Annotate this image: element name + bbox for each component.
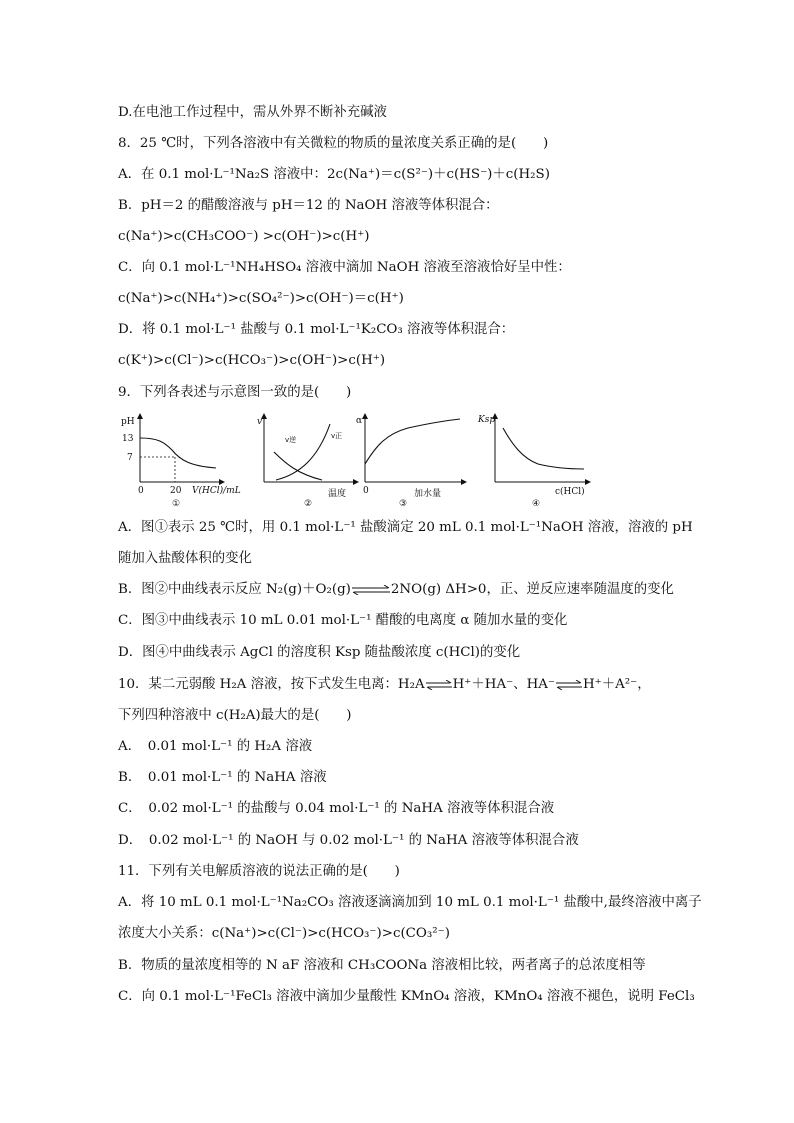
equilibrium-arrow-icon: [351, 585, 391, 595]
fig2-label-reverse: v逆: [285, 436, 297, 444]
fig1-tick-13: 13: [122, 434, 134, 444]
fig4-xlabel: c(HCl): [555, 487, 585, 497]
option-d-prev-question: D.在电池工作过程中，需从外界不断补充碱液: [118, 105, 387, 120]
fig4-ylabel: Ksp: [478, 415, 496, 425]
q8-option-a: A．在 0.1 mol·L⁻¹Na₂S 溶液中：2c(Na⁺)＝c(S²⁻)＋c(HS⁻)＋c(H₂S): [118, 167, 550, 182]
q8-option-b-relation: c(Na⁺)>c(CH₃COO⁻) >c(OH⁻)>c(H⁺): [118, 229, 370, 244]
q11-option-c: C．向 0.1 mol·L⁻¹FeCl₃ 溶液中滴加少量酸性 KMnO₄ 溶液，KMnO₄ 溶液不褪色，说明 FeCl₃: [118, 989, 695, 1004]
q9b-text-pre: B．图②中曲线表示反应 N₂(g)＋O₂(g): [118, 582, 351, 597]
fig3-ylabel: α: [356, 416, 363, 426]
q10-text-post: H⁺＋A²⁻，: [582, 677, 651, 692]
fig3-xlabel: 加水量: [414, 489, 442, 499]
q9-option-a: A．图①表示 25 ℃时，用 0.1 mol·L⁻¹ 盐酸滴定 20 mL 0.1 mol·L⁻¹NaOH 溶液，溶液的 pH: [118, 520, 693, 535]
fig3-tick-0: 0: [363, 486, 369, 496]
question-11: 11．下列有关电解质溶液的说法正确的是( ): [118, 864, 400, 879]
q9-option-d: D．图④中曲线表示 AgCl 的溶度积 Ksp 随盐酸浓度 c(HCl)的变化: [118, 645, 521, 660]
q9b-text-post: 2NO(g) ΔH>0，正、逆反应速率随温度的变化: [390, 582, 674, 597]
figure-4-ksp-vs-hcl: [477, 415, 588, 509]
fig2-curve-forward: [276, 424, 330, 480]
question-10-cont: 下列四种溶液中 c(H₂A)最大的是( ): [118, 708, 352, 723]
q10-text-mid: H⁺＋HA⁻、HA⁻: [452, 677, 555, 692]
question-8: 8．25 ℃时，下列各溶液中有关微粒的物质的量浓度关系正确的是( ): [118, 136, 549, 151]
equilibrium-arrow-icon: [555, 680, 583, 690]
q9-option-b: [118, 581, 674, 599]
fig1-curve: [140, 438, 216, 468]
fig2-ylabel: v: [257, 417, 263, 427]
fig1-tick-20: 20: [170, 486, 182, 496]
q8-option-b: B．pH＝2 的醋酸溶液与 pH＝12 的 NaOH 溶液等体积混合：: [118, 198, 499, 213]
fig4-number: ④: [532, 499, 541, 509]
fig2-xlabel: 温度: [328, 489, 347, 499]
schematic-figures: [118, 408, 598, 512]
q10-text-pre: 10．某二元弱酸 H₂A 溶液，按下式发生电离：H₂A: [118, 677, 425, 692]
fig3-number: ③: [399, 499, 408, 509]
figure-3-ionization-vs-water: [356, 416, 464, 509]
q11-option-a: A．将 10 mL 0.1 mol·L⁻¹Na₂CO₃ 溶液逐滴滴加到 10 mL 0.1 mol·L⁻¹ 盐酸中,最终溶液中离子: [118, 895, 702, 910]
fig2-label-forward: v正: [331, 432, 343, 440]
q10-option-d: D． 0.02 mol·L⁻¹ 的 NaOH 与 0.02 mol·L⁻¹ 的 NaHA 溶液等体积混合液: [118, 833, 579, 848]
figure-1-titration: [121, 416, 241, 509]
figure-2-rate-vs-temperature: [257, 416, 356, 509]
q8-option-c: C．向 0.1 mol·L⁻¹NH₄HSO₄ 溶液中滴加 NaOH 溶液至溶液恰好呈中性：: [118, 260, 571, 275]
q10-option-a: A． 0.01 mol·L⁻¹ 的 H₂A 溶液: [118, 739, 313, 754]
fig1-tick-0: 0: [138, 486, 144, 496]
question-9-figures: [118, 408, 598, 512]
fig1-tick-7: 7: [127, 453, 133, 463]
fig1-xlabel: V(HCl)/mL: [192, 486, 241, 496]
q10-option-c: C． 0.02 mol·L⁻¹ 的盐酸与 0.04 mol·L⁻¹ 的 NaHA 溶液等体积混合液: [118, 801, 555, 816]
q8-option-d-relation: c(K⁺)>c(Cl⁻)>c(HCO₃⁻)>c(OH⁻)>c(H⁺): [118, 353, 386, 368]
q8-option-c-relation: c(Na⁺)>c(NH₄⁺)>c(SO₄²⁻)>c(OH⁻)＝c(H⁺): [118, 291, 404, 306]
fig1-ylabel: pH: [121, 417, 135, 427]
fig3-curve: [365, 419, 460, 464]
q8-option-d: D．将 0.1 mol·L⁻¹ 盐酸与 0.1 mol·L⁻¹K₂CO₃ 溶液等体积混合：: [118, 322, 515, 337]
fig1-number: ①: [172, 499, 181, 509]
equilibrium-arrow-icon: [425, 680, 453, 690]
q11-option-a-cont: 浓度大小关系：c(Na⁺)>c(Cl⁻)>c(HCO₃⁻)>c(CO₃²⁻): [118, 926, 450, 941]
q11-option-b: B．物质的量浓度相等的 N aF 溶液和 CH₃COONa 溶液相比较，两者离子的总浓度相等: [118, 958, 646, 973]
q9-option-c: C．图③中曲线表示 10 mL 0.01 mol·L⁻¹ 醋酸的电离度 α 随加水量的变化: [118, 613, 568, 628]
question-9: 9．下列各表述与示意图一致的是( ): [118, 385, 352, 400]
fig2-curve-reverse: [274, 452, 322, 480]
question-10: [118, 676, 651, 694]
q9-option-a-cont: 随加入盐酸体积的变化: [118, 551, 252, 566]
q10-option-b: B． 0.01 mol·L⁻¹ 的 NaHA 溶液: [118, 770, 327, 785]
fig2-number: ②: [304, 499, 313, 509]
fig4-curve: [503, 428, 584, 469]
